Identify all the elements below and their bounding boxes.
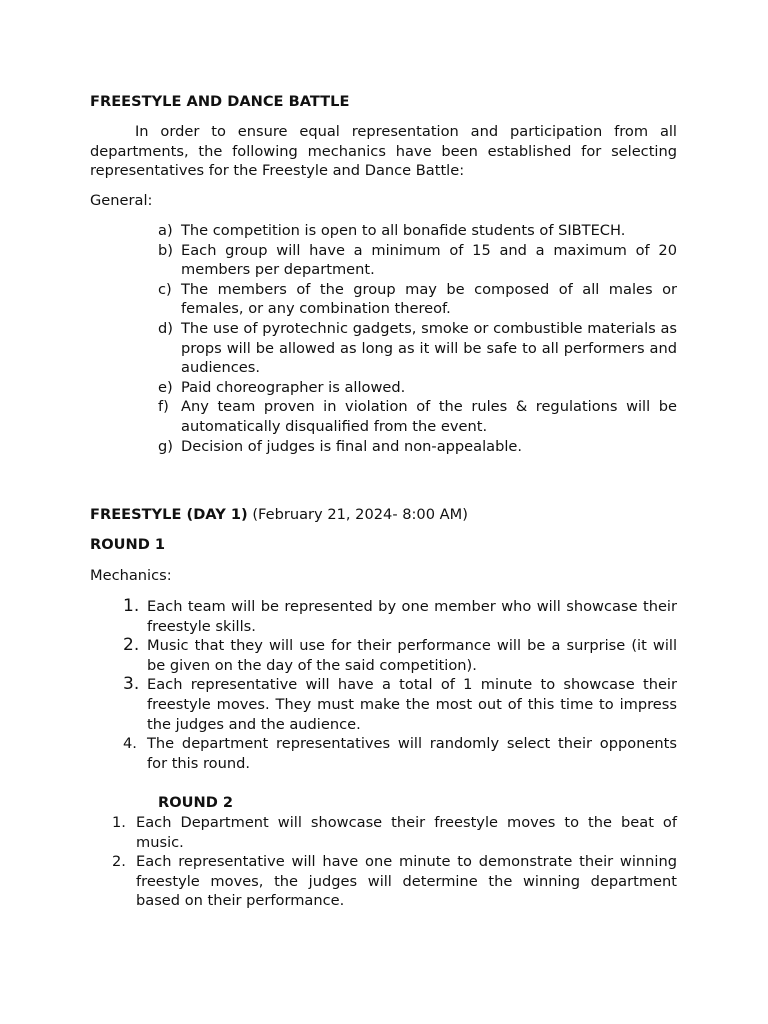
general-list <box>158 221 677 456</box>
list-item <box>158 378 677 398</box>
round2-heading: ROUND 2 <box>158 794 234 811</box>
list-marker: 1. <box>123 596 140 616</box>
list-marker: 2. <box>112 853 126 871</box>
freestyle-heading: FREESTYLE (DAY 1) <box>90 506 248 523</box>
freestyle-date: (February 21, 2024- 8:00 AM) <box>247 506 468 523</box>
list-item-text: The use of pyrotechnic gadgets, smoke or combustible materials as props will be allowed as long as it will be safe to all performers and audiences. <box>181 319 677 377</box>
list-item-text: Any team proven in violation of the rules & regulations will be automatically disqualified from the event. <box>181 398 677 435</box>
list-item-text: Paid choreographer is allowed. <box>181 378 406 396</box>
list-item <box>158 397 677 436</box>
freestyle-heading-line <box>90 505 677 525</box>
list-marker: 1. <box>112 814 126 831</box>
general-label: General: <box>90 192 153 209</box>
list-item-text: Music that they will use for their performance will be a surprise (it will be given on the day of the said competition). <box>147 637 677 674</box>
round2-list <box>112 813 677 911</box>
list-item <box>158 437 677 457</box>
list-item-text: Each representative will have one minute to demonstrate their winning freestyle moves, the judges will determine the winning department based on their performance. <box>136 853 677 910</box>
list-marker: g) <box>158 437 173 455</box>
list-item <box>158 221 677 241</box>
list-item <box>123 734 677 773</box>
list-item-text: Each team will be represented by one member who will showcase their freestyle skills. <box>147 598 677 635</box>
mechanics-label: Mechanics: <box>90 567 172 584</box>
list-marker: 2. <box>123 635 140 656</box>
list-item-text: The members of the group may be composed of all males or females, or any combination thereof. <box>181 280 677 318</box>
list-marker: f) <box>158 398 169 416</box>
list-item <box>158 280 677 319</box>
list-marker: 4. <box>123 735 137 753</box>
list-item-text: The department representatives will randomly select their opponents for this round. <box>147 735 677 772</box>
list-item-text: The competition is open to all bonafide students of SIBTECH. <box>181 222 626 239</box>
list-item-text: Each group will have a minimum of 15 and a maximum of 20 members per department. <box>181 241 677 279</box>
round1-list <box>123 596 677 773</box>
list-item <box>112 813 677 852</box>
list-marker: a) <box>158 222 173 239</box>
list-item <box>158 241 677 280</box>
list-item <box>112 852 677 911</box>
list-item-text: Each representative will have a total of 1 minute to showcase their freestyle moves. They must make the most out of this time to impress the judges and the audience. <box>147 676 677 733</box>
list-marker: b) <box>158 241 173 259</box>
list-item <box>123 596 677 636</box>
list-item <box>158 319 677 378</box>
list-marker: c) <box>158 280 172 298</box>
list-marker: 3. <box>123 674 140 695</box>
intro-paragraph: In order to ensure equal representation and participation from all departments, the following mechanics have been established for selecting representatives for the Freestyle and Dance Battle: <box>90 123 677 180</box>
list-item-text: Decision of judges is final and non-appealable. <box>181 437 523 455</box>
document-title: FREESTYLE AND DANCE BATTLE <box>90 93 350 110</box>
list-item <box>123 635 677 675</box>
round1-heading: ROUND 1 <box>90 536 166 553</box>
list-item-text: Each Department will showcase their freestyle moves to the beat of music. <box>136 814 677 851</box>
list-marker: d) <box>158 319 173 337</box>
list-marker: e) <box>158 378 173 396</box>
list-item <box>123 674 677 734</box>
